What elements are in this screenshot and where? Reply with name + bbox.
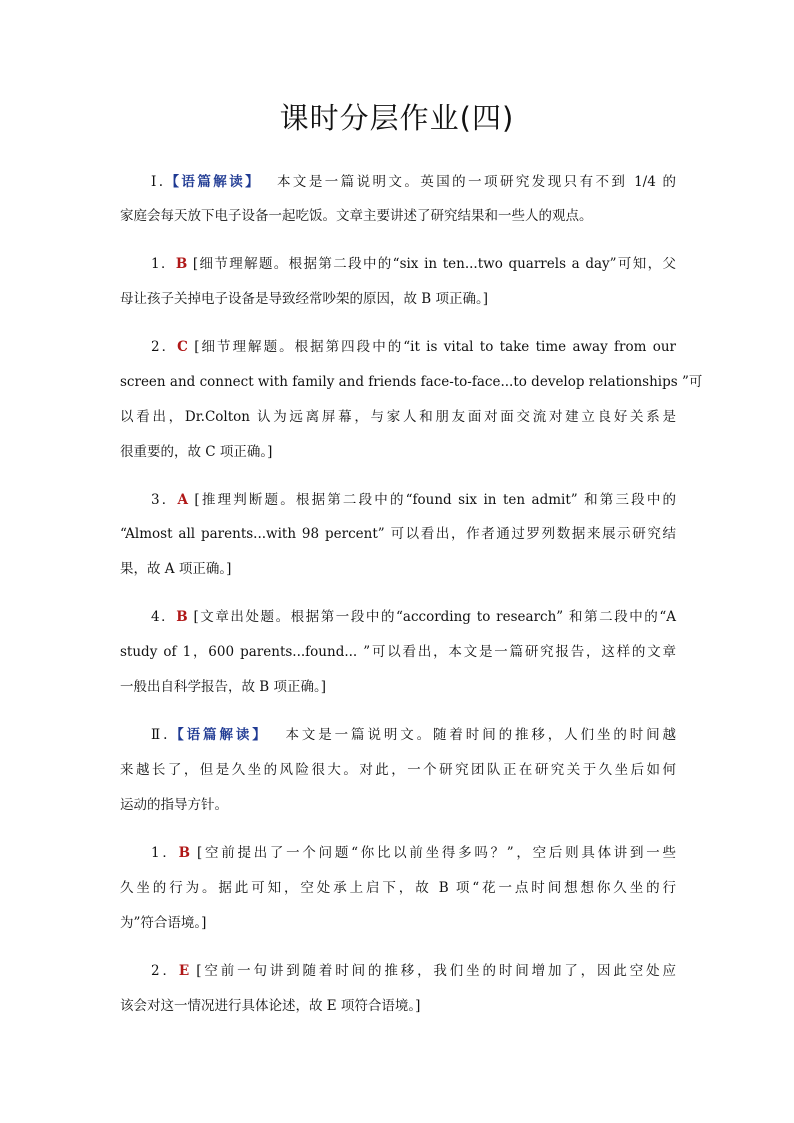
s2-q1-line1 [151, 843, 676, 863]
s1-q3-num: 3． [151, 492, 178, 508]
section2-label: 【语篇解读】 [167, 727, 262, 743]
page-title: 课时分层作业(四) [279, 101, 515, 135]
s2-q2-line1 [151, 961, 676, 981]
section2-roman: Ⅱ. [151, 727, 168, 743]
s2-q1-answer: B [178, 845, 190, 861]
s1-q1-num: 1． [151, 256, 176, 272]
s1-q1-answer: B [175, 256, 188, 272]
section1-label: 【语篇解读】 [163, 174, 255, 190]
s1-q2-num: 2． [151, 339, 178, 355]
s1-q2-line1 [151, 337, 676, 357]
section1-intro-line2: 家庭会每天放下电子设备一起吃饭。文章主要讲述了研究结果和一些人的观点。 [120, 208, 593, 224]
section1-intro-text1: 本文是一篇说明文。英国的一项研究发现只有不到 1/4 的 [276, 174, 677, 190]
s1-q3-line3: 果，故 A 项正确。] [120, 561, 232, 577]
section2-intro-line3: 运动的指导方针。 [120, 797, 228, 813]
s1-q2-text1: [细节理解题。根据第四段中的“it is vital to take time away from our [194, 339, 677, 355]
s1-q4-answer: B [176, 609, 188, 625]
s2-q2-answer: E [178, 963, 190, 979]
section2-intro-line2: 来越长了，但是久坐的风险很大。对此，一个研究团队正在研究关于久坐后如何 [120, 762, 676, 778]
s1-q1-line1 [151, 254, 676, 274]
s1-q3-text1: [推理判断题。根据第二段中的“found six in ten admit” 和第三段中的 [194, 492, 676, 508]
s1-q4-line1 [151, 607, 676, 627]
section2-intro-text1: 本文是一篇说明文。随着时间的推移，人们坐的时间越 [285, 727, 677, 743]
s1-q3-line1 [151, 490, 676, 510]
s2-q2-text1: [空前一句讲到随着时间的推移，我们坐的时间增加了，因此空处应 [196, 963, 676, 979]
s1-q3-answer: A [177, 492, 188, 508]
s1-q2-answer: C [177, 339, 188, 355]
section1-roman: Ⅰ. [151, 174, 164, 190]
s1-q2-line2: screen and connect with family and friends face-to-face...to develop relationships ”可 [120, 374, 703, 390]
s2-q1-text1: [空前提出了一个问题“你比以前坐得多吗？”，空后则具体讲到一些 [197, 845, 677, 861]
s1-q4-num: 4． [151, 609, 177, 625]
s2-q1-line3: 为”符合语境。] [120, 915, 207, 931]
s2-q1-num: 1． [151, 845, 179, 861]
s1-q1-text1: [细节理解题。根据第二段中的“six in ten...two quarrels a day”可知，父 [192, 256, 676, 272]
s1-q3-line2: “Almost all parents...with 98 percent” 可以看出，作者通过罗列数据来展示研究结 [120, 526, 676, 542]
s2-q2-line2: 该会对这一情况进行具体论述，故 E 项符合语境。] [120, 998, 421, 1014]
s1-q2-line3: 以看出，Dr.Colton 认为远离屏幕，与家人和朋友面对面交流对建立良好关系是 [120, 409, 676, 425]
s1-q1-line2: 母让孩子关掉电子设备是导致经常吵架的原因，故 B 项正确。] [120, 291, 489, 307]
s2-q1-line2: 久坐的行为。据此可知，空处承上启下，故 B 项“花一点时间想想你久坐的行 [120, 880, 676, 896]
s2-q2-num: 2． [151, 963, 179, 979]
section2-intro-line1 [151, 725, 676, 745]
section1-intro-line1 [151, 172, 676, 192]
s1-q2-line4: 很重要的，故 C 项正确。] [120, 444, 273, 460]
s1-q4-line3: 一般出自科学报告，故 B 项正确。] [120, 679, 327, 695]
s1-q4-line2: study of 1，600 parents...found... ”可以看出，本文是一篇研究报告，这样的文章 [120, 644, 676, 660]
s1-q4-text1: [文章出处题。根据第一段中的“according to research” 和第二段中的“A [193, 609, 677, 625]
